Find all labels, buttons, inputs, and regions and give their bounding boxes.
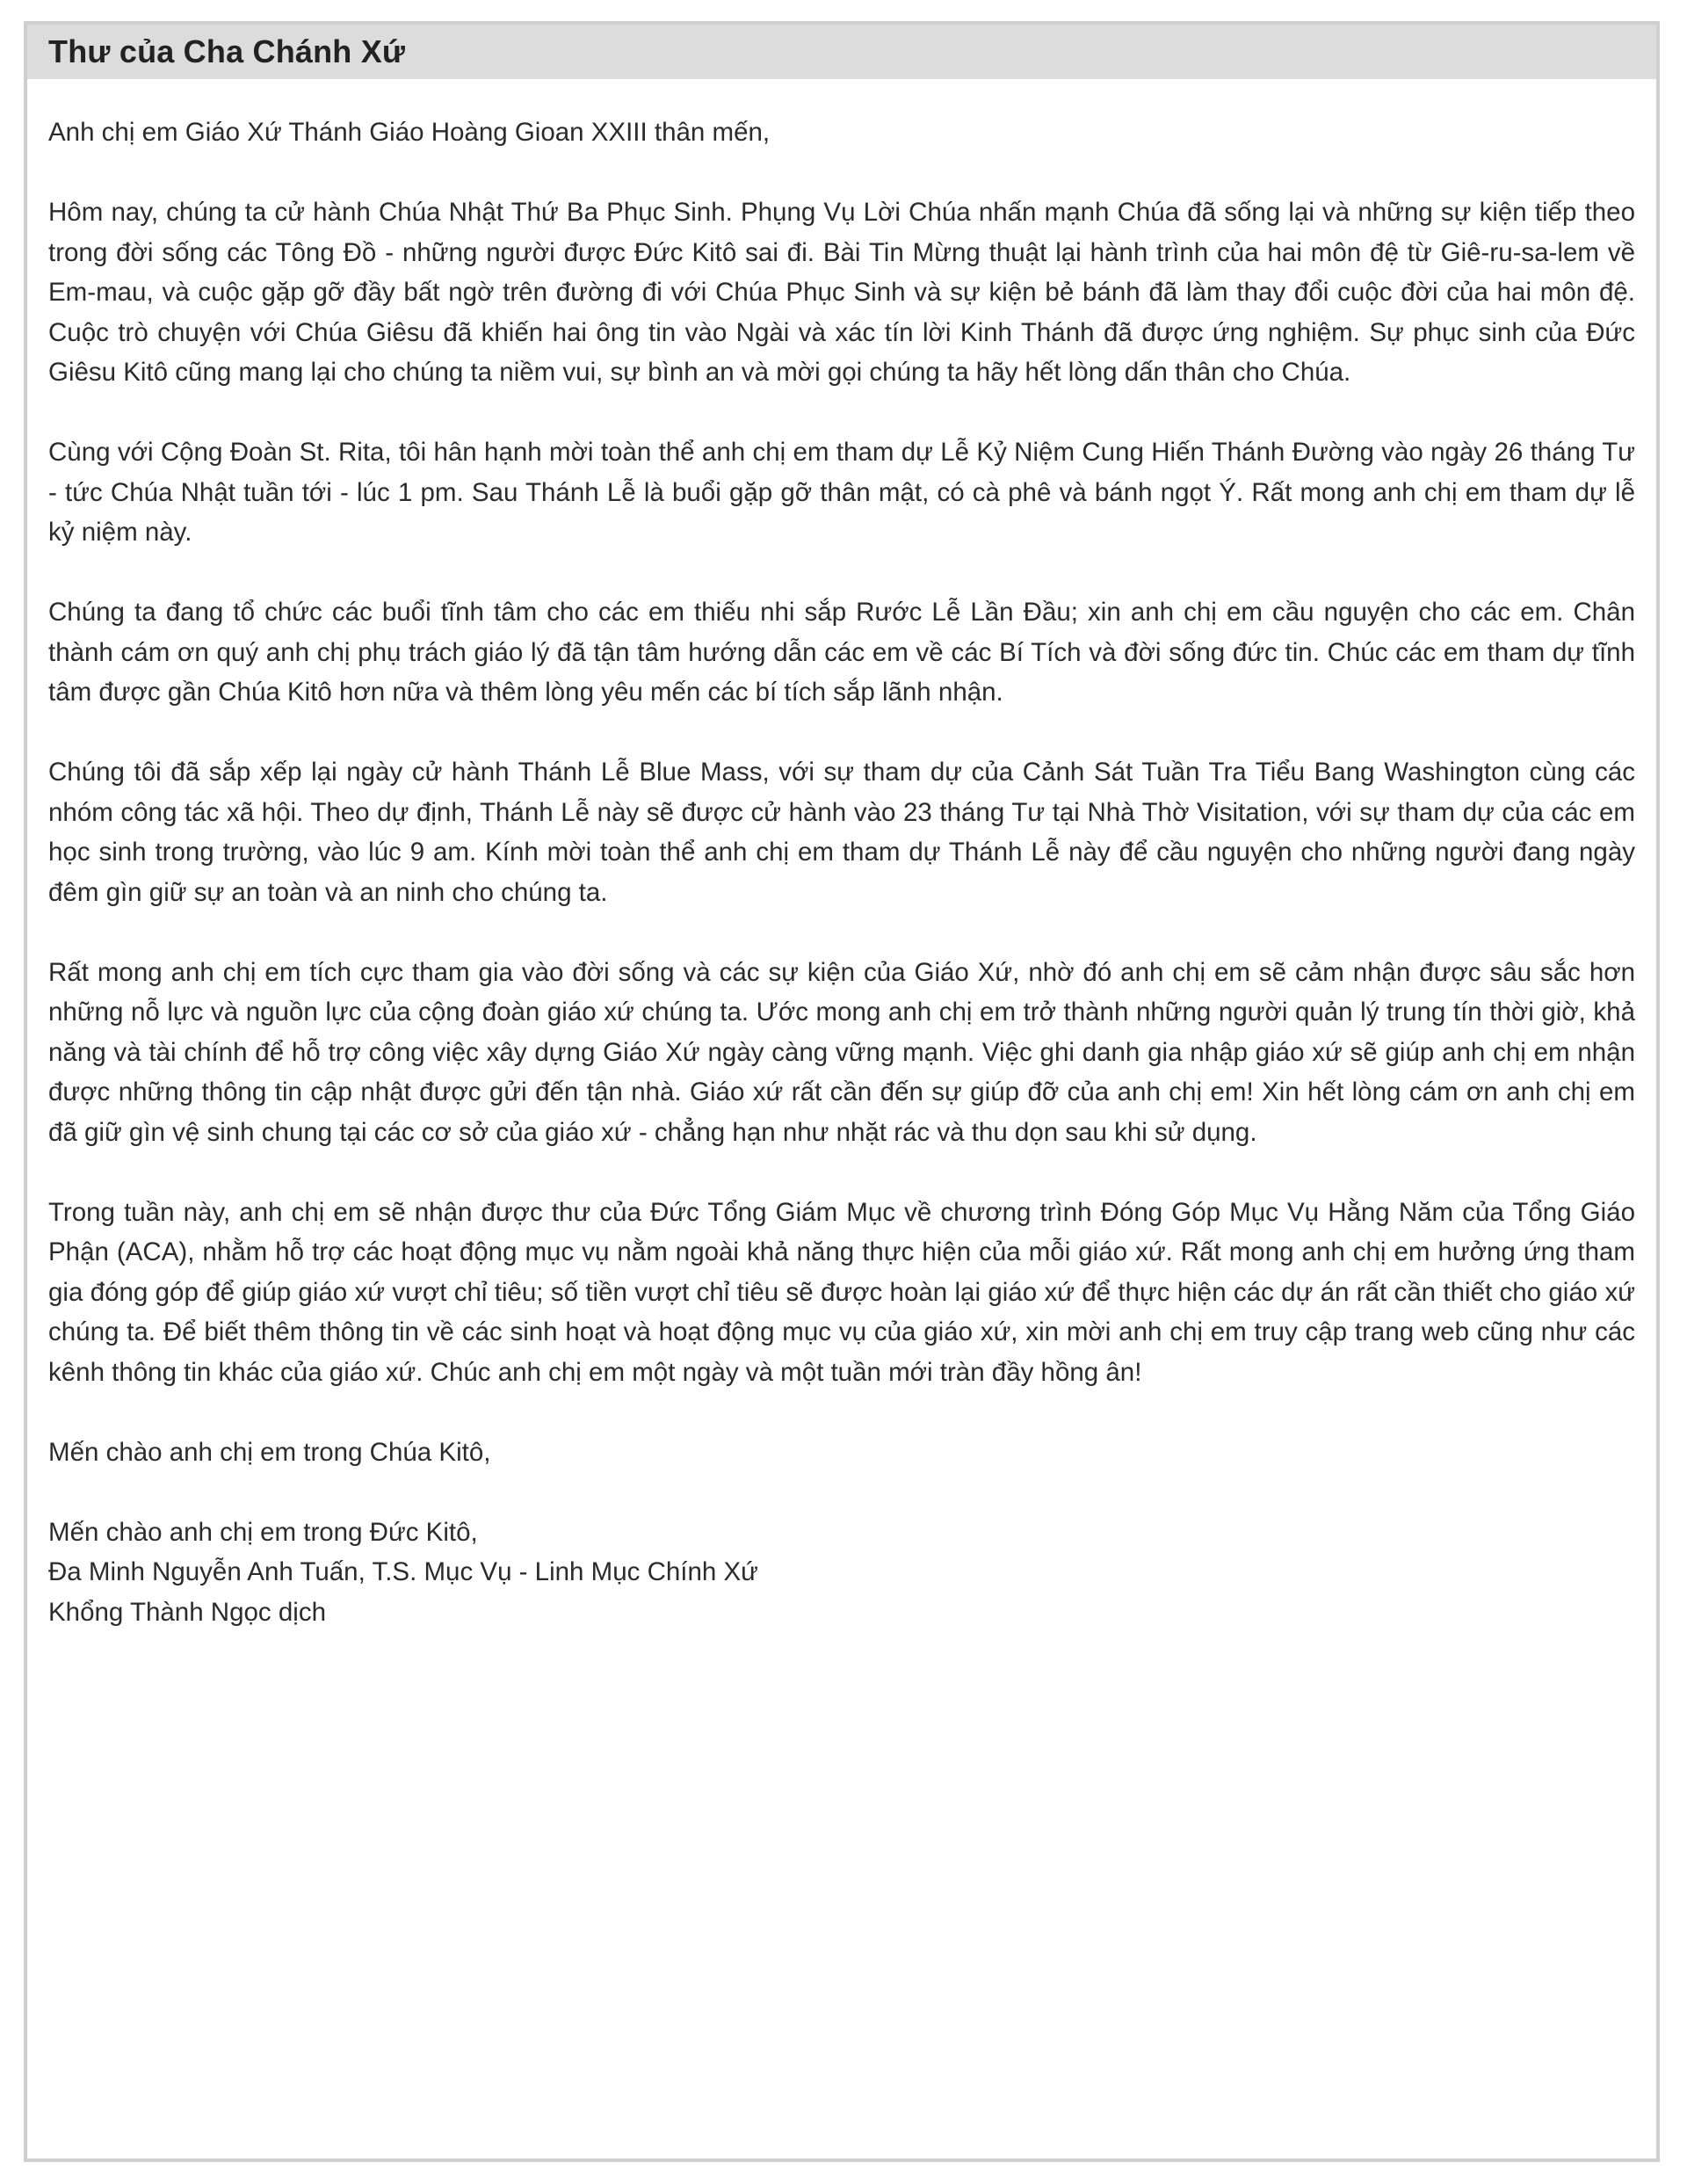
letter-paragraph-1: Hôm nay, chúng ta cử hành Chúa Nhật Thứ Ba Phục Sinh. Phụng Vụ Lời Chúa nhấn mạnh Chúa đã sống lại và những sự kiện tiếp theo trong đời sống các Tông Đồ - những người được Đức Kitô sai đi. Bài Tin Mừng thuật lại hành trình của hai môn đệ từ Giê-ru-sa-lem về Em-mau, và cuộc gặp gỡ đầy bất ngờ trên đường đi với Chúa Phục Sinh và sự kiện bẻ bánh đã làm thay đổi cuộc đời của hai môn đệ. Cuộc trò chuyện với Chúa Giêsu đã khiến hai ông tin vào Ngài và xác tín lời Kinh Thánh đã được ứng nghiệm. Sự phục sinh của Đức Giêsu Kitô cũng mang lại cho chúng ta niềm vui, sự bình an và mời gọi chúng ta hãy hết lòng dấn thân cho Chúa.	[48, 198, 1635, 387]
page-title: Thư của Cha Chánh Xứ	[48, 33, 406, 69]
signature-farewell: Mến chào anh chị em trong Đức Kitô,	[48, 1517, 478, 1547]
header-bar	[27, 25, 1656, 79]
letter-page	[24, 21, 1660, 2162]
letter-closing: Mến chào anh chị em trong Chúa Kitô,	[48, 1437, 491, 1467]
letter-paragraph-3: Chúng ta đang tổ chức các buổi tĩnh tâm cho các em thiếu nhi sắp Rước Lễ Lần Đầu; xin anh chị em cầu nguyện cho các em. Chân thành cám ơn quý anh chị phụ trách giáo lý đã tận tâm hướng dẫn các em về các Bí Tích và đời sống đức tin. Chúc các em tham dự tĩnh tâm được gần Chúa Kitô hơn nữa và thêm lòng yêu mến các bí tích sắp lãnh nhận.	[48, 598, 1635, 707]
letter-paragraph-6: Trong tuần này, anh chị em sẽ nhận được thư của Đức Tổng Giám Mục về chương trình Đóng Góp Mục Vụ Hằng Năm của Tổng Giáo Phận (ACA), nhằm hỗ trợ các hoạt động mục vụ nằm ngoài khả năng thực hiện của mỗi giáo xứ. Rất mong anh chị em hưởng ứng tham gia đóng góp để giúp giáo xứ vượt chỉ tiêu; số tiền vượt chỉ tiêu sẽ được hoàn lại giáo xứ để thực hiện các dự án rất cần thiết cho giáo xứ chúng ta. Để biết thêm thông tin về các sinh hoạt và hoạt động mục vụ của giáo xứ, xin mời anh chị em truy cập trang web cũng như các kênh thông tin khác của giáo xứ. Chúc anh chị em một ngày và một tuần mới tràn đầy hồng ân!	[48, 1197, 1635, 1387]
letter-paragraph-5: Rất mong anh chị em tích cực tham gia vào đời sống và các sự kiện của Giáo Xứ, nhờ đó anh chị em sẽ cảm nhận được sâu sắc hơn những nỗ lực và nguồn lực của cộng đoàn giáo xứ chúng ta. Ước mong anh chị em trở thành những người quản lý trung tín thời giờ, khả năng và tài chính để hỗ trợ công việc xây dựng Giáo Xứ ngày càng vững mạnh. Việc ghi danh gia nhập giáo xứ sẽ giúp anh chị em nhận được những thông tin cập nhật được gửi đến tận nhà. Giáo xứ rất cần đến sự giúp đỡ của anh chị em! Xin hết lòng cám ơn anh chị em đã giữ gìn vệ sinh chung tại các cơ sở của giáo xứ - chẳng hạn như nhặt rác và thu dọn sau khi sử dụng.	[48, 957, 1635, 1147]
signature-translator: Khổng Thành Ngọc dịch	[48, 1597, 326, 1627]
signature-author: Đa Minh Nguyễn Anh Tuấn, T.S. Mục Vụ - Linh Mục Chính Xứ	[48, 1557, 758, 1586]
letter-greeting: Anh chị em Giáo Xứ Thánh Giáo Hoàng Gioan XXIII thân mến,	[48, 118, 771, 147]
letter-paragraph-2: Cùng với Cộng Đoàn St. Rita, tôi hân hạnh mời toàn thể anh chị em tham dự Lễ Kỷ Niệm Cung Hiến Thánh Đường vào ngày 26 tháng Tư - tức Chúa Nhật tuần tới - lúc 1 pm. Sau Thánh Lễ là buổi gặp gỡ thân mật, có cà phê và bánh ngọt Ý. Rất mong anh chị em tham dự lễ kỷ niệm này.	[48, 438, 1635, 547]
signature-block	[48, 1513, 1635, 1633]
letter-paragraph-4: Chúng tôi đã sắp xếp lại ngày cử hành Thánh Lễ Blue Mass, với sự tham dự của Cảnh Sát Tuần Tra Tiểu Bang Washington cùng các nhóm công tác xã hội. Theo dự định, Thánh Lễ này sẽ được cử hành vào 23 tháng Tư tại Nhà Thờ Visitation, với sự tham dự của các em học sinh trong trường, vào lúc 9 am. Kính mời toàn thể anh chị em tham dự Thánh Lễ này để cầu nguyện cho những người đang ngày đêm gìn giữ sự an toàn và an ninh cho chúng ta.	[48, 758, 1635, 907]
letter-body	[27, 79, 1656, 1632]
